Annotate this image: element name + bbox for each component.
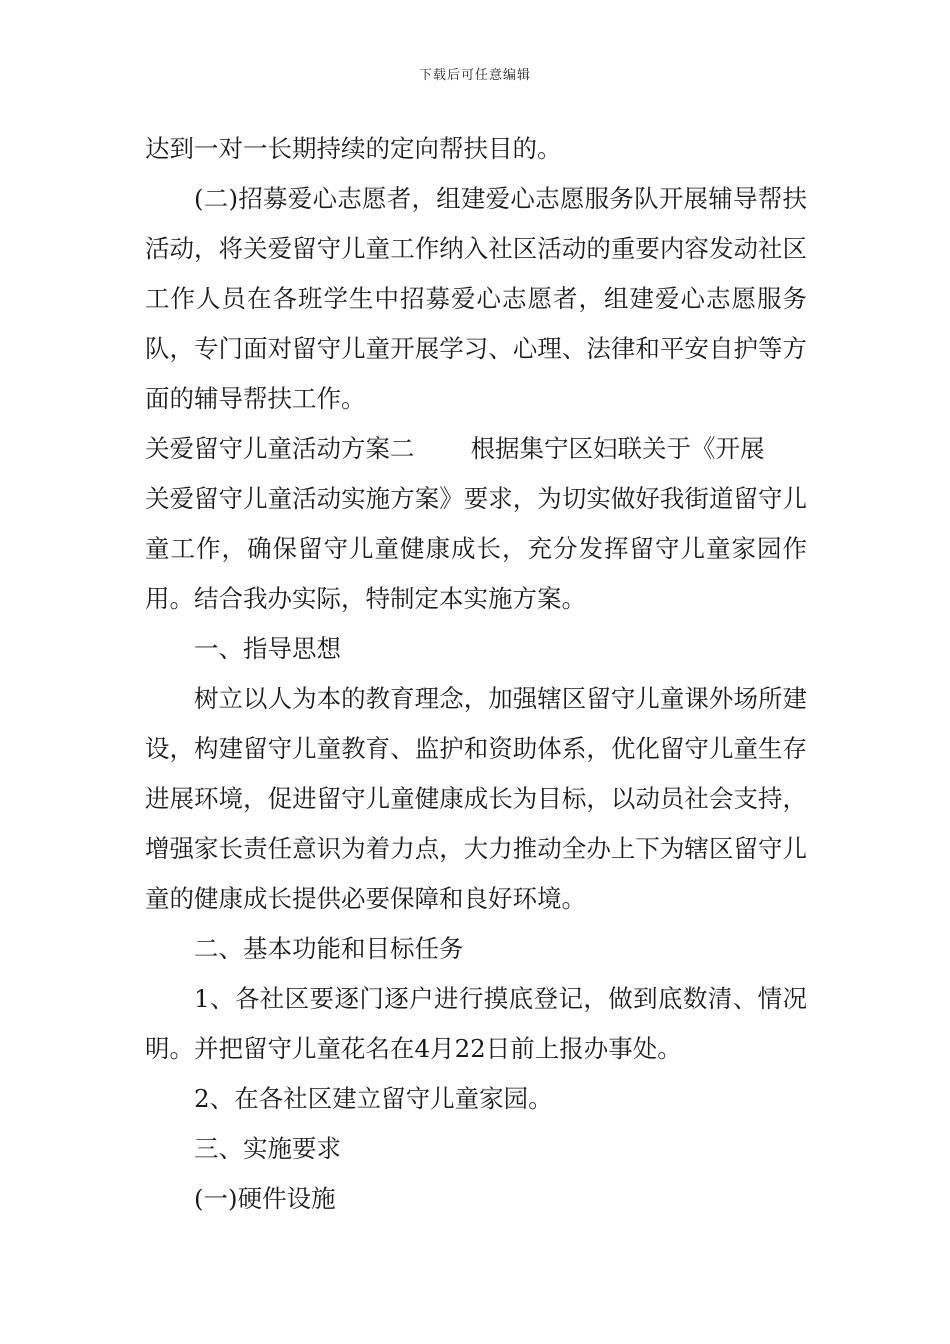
plan-two-first-line: 根据集宁区妇联关于《开展 <box>470 434 765 463</box>
document-body <box>145 124 807 1224</box>
page-header: 下载后可任意编辑 <box>418 68 531 83</box>
paragraph-8: 2、在各社区建立留守儿童家园。 <box>194 1084 553 1113</box>
paragraph-2: (二)招募爱心志愿者，组建爱心志愿服务队开展辅导帮扶活动，将关爱留守儿童工作纳入社区活动的重要内容发动社区工作人员在各班学生中招募爱心志愿者，组建爱心志愿服务队，专门面对留守儿童开展学习、心理、法律和平安自护等方面的辅导帮扶工作。 <box>145 184 807 413</box>
heading-basic-functions: 二、基本功能和目标任务 <box>194 934 464 963</box>
section-heading-line <box>145 424 807 474</box>
paragraph-7: 1、各社区要逐门逐户进行摸底登记，做到底数清、情况明。并把留守儿童花名在4月22日前上报办事处。 <box>145 984 807 1063</box>
paragraph-5: 树立以人为本的教育理念，加强辖区留守儿童课外场所建设，构建留守儿童教育、监护和资助体系，优化留守儿童生存进展环境，促进留守儿童健康成长为目标，以动员社会支持，增强家长责任意识为着力点，大力推动全办上下为辖区留守儿童的健康成长提供必要保障和良好环境。 <box>145 684 807 913</box>
paragraph-3: 关爱留守儿童活动实施方案》要求，为切实做好我街道留守儿童工作，确保留守儿童健康成长，充分发挥留守儿童家园作用。结合我办实际，特制定本实施方案。 <box>145 484 807 613</box>
paragraph-1: 达到一对一长期持续的定向帮扶目的。 <box>145 134 562 163</box>
plan-two-title: 关爱留守儿童活动方案二 <box>145 434 415 463</box>
heading-implementation: 三、实施要求 <box>194 1134 341 1163</box>
heading-hardware: (一)硬件设施 <box>194 1184 336 1213</box>
heading-guiding-thought: 一、指导思想 <box>194 634 341 663</box>
